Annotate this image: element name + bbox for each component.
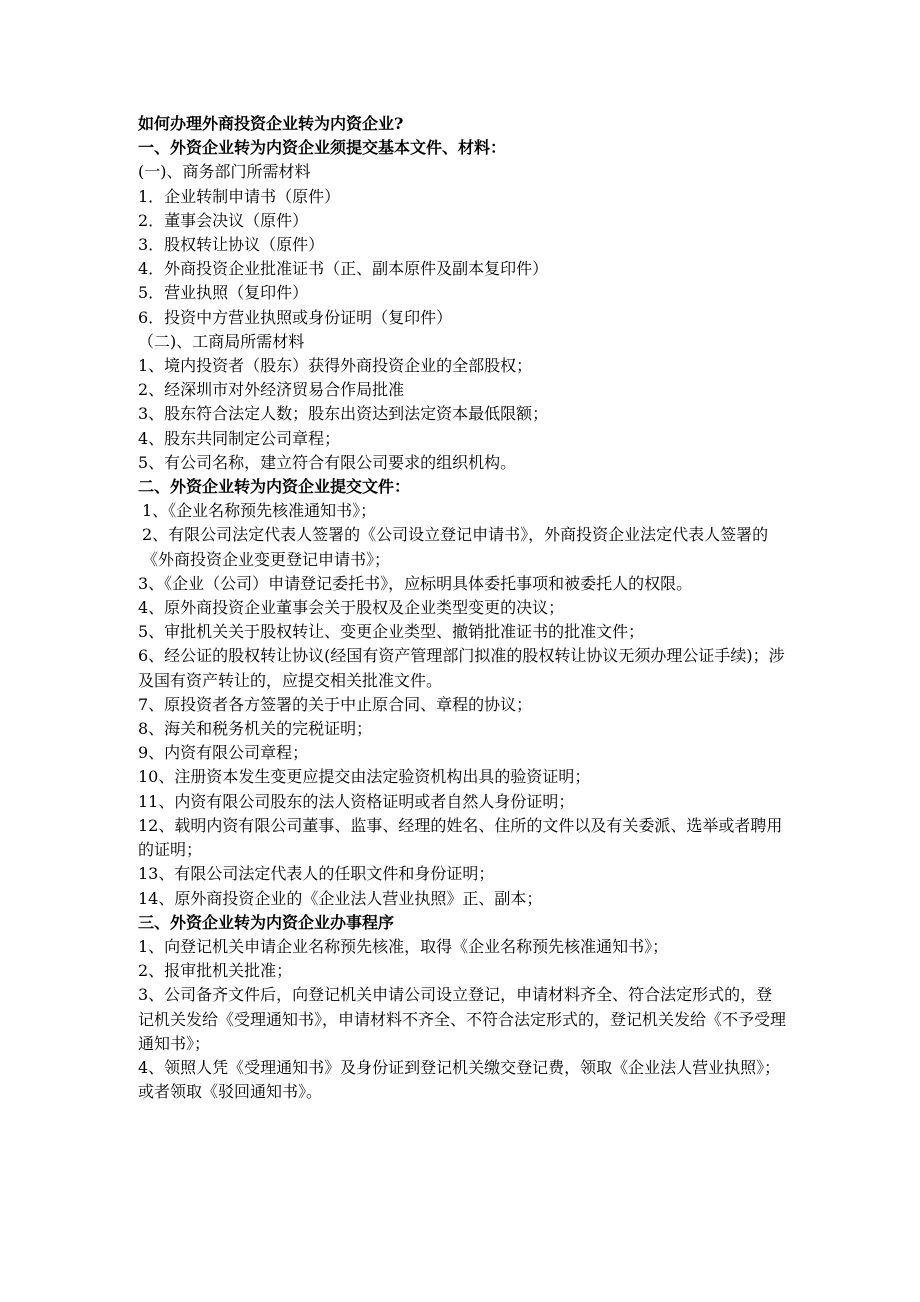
section-1-sub-1-item: 6．投资中方营业执照或身份证明（复印件）: [138, 307, 453, 327]
section-2-item: 5、审批机关关于股权转让、变更企业类型、撤销批准证书的批准文件；: [138, 622, 645, 642]
section-1-sub-1-item: 3．股权转让协议（原件）: [138, 235, 325, 255]
section-1-sub-2-item: 4、股东共同制定公司章程；: [138, 428, 341, 448]
section-2-item: 11、内资有限公司股东的法人资格证明或者自然人身份证明；: [138, 791, 575, 811]
section-2-item: 4、原外商投资企业董事会关于股权及企业类型变更的决议；: [138, 598, 565, 618]
section-1-sub-2-item: 5、有公司名称，建立符合有限公司要求的组织机构。: [138, 452, 517, 472]
section-2-item: 3、《企业（公司）申请登记委托书》，应标明具体委托事项和被委托人的权限。: [138, 573, 693, 593]
section-2-item: 7、原投资者各方签署的关于中止原合同、章程的协议；: [138, 694, 533, 714]
section-1-heading: 一、外资企业转为内资企业须提交基本文件、材料：: [138, 138, 507, 158]
section-3-item: 2、报审批机关批准；: [138, 961, 293, 981]
section-2-item: 12、载明内资有限公司董事、监事、经理的姓名、住所的文件以及有关委派、选举或者聘用的证明；: [138, 815, 783, 860]
section-3-item: 4、领照人凭《受理通知书》及身份证到登记机关缴交登记费，领取《企业法人营业执照》；或者领取《驳回通知书》。: [138, 1057, 781, 1102]
section-2-item: 1、《企业名称预先核准通知书》；: [142, 501, 377, 521]
section-3-item: 3、公司备齐文件后，向登记机关申请公司设立登记，申请材料齐全、符合法定形式的，登记机关发给《受理通知书》，申请材料不齐全、不符合法定形式的，登记机关发给《不予受理通知书》；: [138, 985, 787, 1053]
section-2-item: 8、海关和税务机关的完税证明；: [138, 719, 373, 739]
section-1-sub-2-item: 2、经深圳市对外经济贸易合作局批准: [138, 380, 405, 400]
document-title: 如何办理外商投资企业转为内资企业?: [138, 114, 404, 133]
section-1-sub-1-item: 5．营业执照（复印件）: [138, 283, 309, 303]
section-2-item: 9、内资有限公司章程；: [138, 743, 309, 763]
section-2-item: 2、有限公司法定代表人签署的《公司设立登记申请书》，外商投资企业法定代表人签署的《外商投资企业变更登记申请书》；: [142, 525, 769, 569]
section-1-sub-1-item: 4．外商投资企业批准证书（正、副本原件及副本复印件）: [138, 259, 549, 279]
section-3-heading: 三、外资企业转为内资企业办事程序: [138, 912, 395, 932]
document-body: [138, 112, 788, 1104]
section-3-item: 1、向登记机关申请企业名称预先核准，取得《企业名称预先核准通知书》；: [138, 936, 669, 956]
section-1-sub-1-heading: (一)、商务部门所需材料: [138, 162, 311, 182]
section-2-item: 13、有限公司法定代表人的任职文件和身份证明；: [138, 864, 495, 884]
section-1-sub-1-item: 2．董事会决议（原件）: [138, 210, 309, 230]
section-1-sub-2-item: 3、股东符合法定人数；股东出资达到法定资本最低限额；: [138, 404, 549, 424]
section-2-item: 10、注册资本发生变更应提交由法定验资机构出具的验资证明；: [138, 767, 591, 787]
section-2-item: 6、经公证的股权转让协议(经国有资产管理部门拟准的股权转让协议无须办理公证手续)；涉及国有资产转让的，应提交相关批准文件。: [138, 646, 785, 690]
section-1-sub-1-item: 1．企业转制申请书（原件）: [138, 186, 341, 206]
section-2-item: 14、原外商投资企业的《企业法人营业执照》正、副本；: [138, 888, 543, 908]
section-2-heading: 二、外资企业转为内资企业提交文件：: [138, 477, 411, 497]
section-1-sub-2-item: 1、境内投资者（股东）获得外商投资企业的全部股权；: [138, 356, 533, 376]
section-1-sub-2-heading: （二)、工商局所需材料: [138, 331, 305, 351]
